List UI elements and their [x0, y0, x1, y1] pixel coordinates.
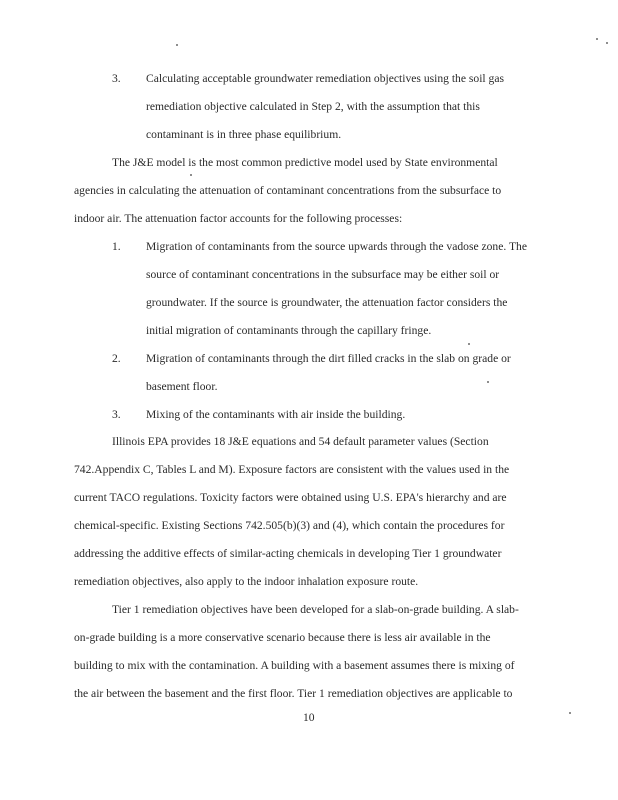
scan-speck	[569, 712, 571, 714]
paragraph-line: chemical-specific. Existing Sections 742.505(b)(3) and (4), which contain the procedures for	[74, 519, 505, 532]
process-line: Migration of contaminants from the source upwards through the vadose zone. The	[146, 240, 527, 253]
process-line: groundwater. If the source is groundwater, the attenuation factor considers the	[146, 296, 508, 309]
paragraph-line: 742.Appendix C, Tables L and M). Exposure factors are consistent with the values used in the	[74, 463, 510, 476]
page-number: 10	[303, 711, 315, 724]
paragraph-line: the air between the basement and the first floor. Tier 1 remediation objectives are applicable to	[74, 687, 513, 700]
paragraph-line: Tier 1 remediation objectives have been developed for a slab-on-grade building. A slab-	[112, 603, 519, 616]
process-line: basement floor.	[146, 380, 218, 393]
step-3-line: remediation objective calculated in Step 2, with the assumption that this	[146, 100, 480, 113]
paragraph-line: on-grade building is a more conservative scenario because there is less air available in the	[74, 631, 491, 644]
process-line: initial migration of contaminants through the capillary fringe.	[146, 324, 432, 337]
scan-speck	[468, 343, 470, 345]
scan-speck	[487, 381, 489, 383]
paragraph-line: Illinois EPA provides 18 J&E equations and 54 default parameter values (Section	[112, 435, 489, 448]
step-3-line: Calculating acceptable groundwater remediation objectives using the soil gas	[146, 72, 505, 85]
scan-speck	[176, 44, 178, 46]
step-3-line: contaminant is in three phase equilibrium.	[146, 128, 342, 141]
paragraph-line: indoor air. The attenuation factor accounts for the following processes:	[74, 212, 403, 225]
process-number: 3.	[112, 408, 121, 421]
paragraph-line: agencies in calculating the attenuation of contaminant concentrations from the subsurface to	[74, 184, 502, 197]
paragraph-line: The J&E model is the most common predictive model used by State environmental	[112, 156, 498, 169]
scan-speck	[606, 42, 608, 44]
scan-speck	[596, 38, 598, 40]
paragraph-line: building to mix with the contamination. A building with a basement assumes there is mixing of	[74, 659, 515, 672]
paragraph-line: current TACO regulations. Toxicity factors were obtained using U.S. EPA's hierarchy and are	[74, 491, 507, 504]
scan-speck	[190, 174, 192, 176]
step-3-number: 3.	[112, 72, 121, 85]
process-number: 2.	[112, 352, 121, 365]
process-line: Mixing of the contaminants with air inside the building.	[146, 408, 406, 421]
paragraph-line: addressing the additive effects of similar-acting chemicals in developing Tier 1 groundwater	[74, 547, 502, 560]
process-line: source of contaminant concentrations in the subsurface may be either soil or	[146, 268, 500, 281]
paragraph-line: remediation objectives, also apply to the indoor inhalation exposure route.	[74, 575, 419, 588]
process-number: 1.	[112, 240, 121, 253]
process-line: Migration of contaminants through the dirt filled cracks in the slab on grade or	[146, 352, 511, 365]
